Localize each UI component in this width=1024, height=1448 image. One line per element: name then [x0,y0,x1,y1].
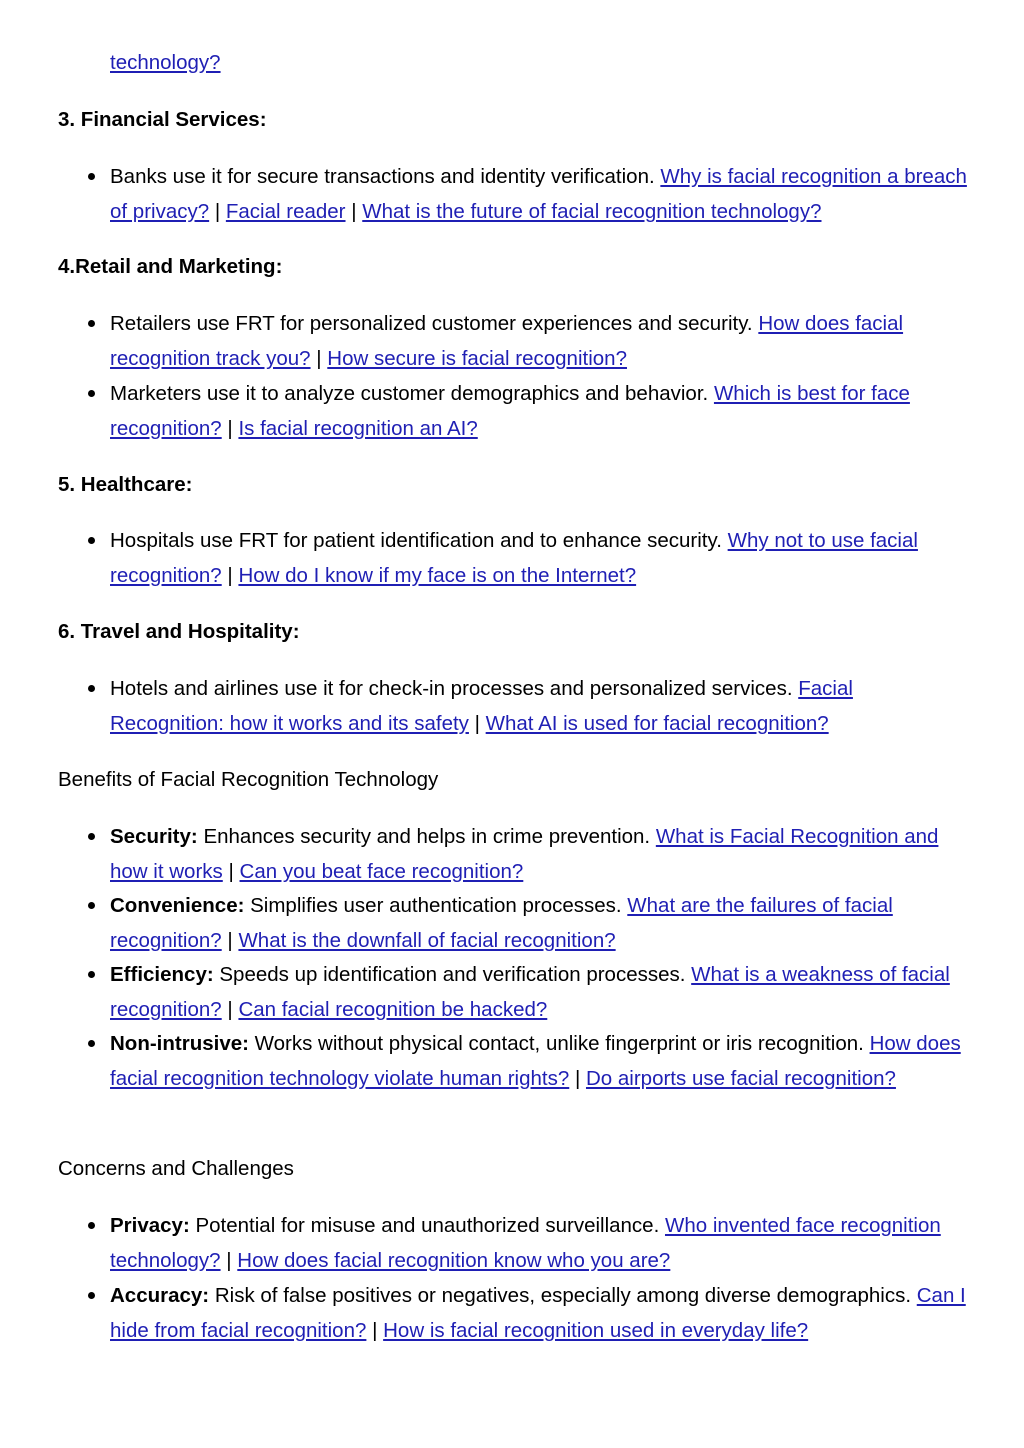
heading-travel-hospitality: 6. Travel and Hospitality: [58,620,300,643]
link[interactable]: Is facial recognition an AI? [238,417,478,440]
list-item: Banks use it for secure transactions and identity verification. Why is facial recognition a breach of privacy? | Facial reader | What is the future of facial recognition technology? [110,159,972,229]
link[interactable]: How is facial recognition used in everyday life? [383,1319,809,1342]
link[interactable]: How does facial recognition know who you are? [237,1249,671,1272]
link[interactable]: Can I hide from facial recognition? [110,1284,966,1342]
heading-financial-services: 3. Financial Services: [58,108,267,131]
link[interactable]: What is Facial Recognition and how it works [110,825,939,883]
link[interactable]: Facial reader [225,200,346,223]
link[interactable]: Why not to use facial recognition? [110,529,918,587]
list-item: Security: Enhances security and helps in crime prevention. What is Facial Recognition and how it works | Can you beat face recognition? [110,819,972,889]
link[interactable]: What are the failures of facial recognition? [110,894,893,952]
link[interactable]: Can you beat face recognition? [239,860,524,883]
list-item: Marketers use it to analyze customer demographics and behavior. Which is best for face recognition? | Is facial recognition an AI? [110,376,972,446]
list-item: Convenience: Simplifies user authentication processes. What are the failures of facial recognition? | What is the downfall of facial recognition? [110,888,972,958]
list-item: Privacy: Potential for misuse and unauthorized surveillance. Who invented face recognition technology? | How does facial recognition know who you are? [110,1208,972,1278]
heading-benefits: Benefits of Facial Recognition Technology [58,768,439,791]
list-item: Retailers use FRT for personalized customer experiences and security. How does facial recognition track you? | How secure is facial recognition? [110,306,972,376]
link[interactable]: Which is best for face recognition? [110,382,910,440]
link[interactable]: What is a weakness of facial recognition? [110,963,950,1021]
continuation-line [110,45,972,80]
heading-healthcare: 5. Healthcare: [58,473,193,496]
heading-concerns: Concerns and Challenges [58,1157,294,1180]
link-continuation[interactable]: technology? [110,51,221,74]
list-item: Hospitals use FRT for patient identification and to enhance security. Why not to use facial recognition? | How do I know if my face is on the Internet? [110,523,972,593]
link[interactable]: How does facial recognition technology violate human rights? [110,1032,961,1090]
link[interactable]: How does facial recognition track you? [110,312,904,370]
list-item: Hotels and airlines use it for check-in processes and personalized services. Facial Recognition: how it works and its safety | What AI is used for facial recognition? [110,671,972,741]
list-item: Accuracy: Risk of false positives or negatives, especially among diverse demographics. Can I hide from facial recognition? | How is facial recognition used in everyday life? [110,1278,972,1348]
link[interactable]: Why is facial recognition a breach of privacy? [110,165,967,223]
link[interactable]: Facial Recognition: how it works and its safety [110,677,853,735]
link[interactable]: What AI is used for facial recognition? [485,712,829,735]
link[interactable]: Do airports use facial recognition? [585,1067,896,1090]
link[interactable]: What is the future of facial recognition technology? [362,200,822,223]
link[interactable]: What is the downfall of facial recognition? [238,929,616,952]
list-item: Non-intrusive: Works without physical contact, unlike fingerprint or iris recognition. How does facial recognition technology violate human rights? | Do airports use facial recognition? [110,1026,972,1096]
link[interactable]: How do I know if my face is on the Internet? [238,564,637,587]
link[interactable]: How secure is facial recognition? [327,347,627,370]
link[interactable]: Can facial recognition be hacked? [238,998,548,1021]
heading-retail-marketing: 4.Retail and Marketing: [58,255,283,278]
list-item: Efficiency: Speeds up identification and verification processes. What is a weakness of facial recognition? | Can facial recognition be hacked? [110,957,972,1027]
link[interactable]: Who invented face recognition technology? [110,1214,941,1272]
